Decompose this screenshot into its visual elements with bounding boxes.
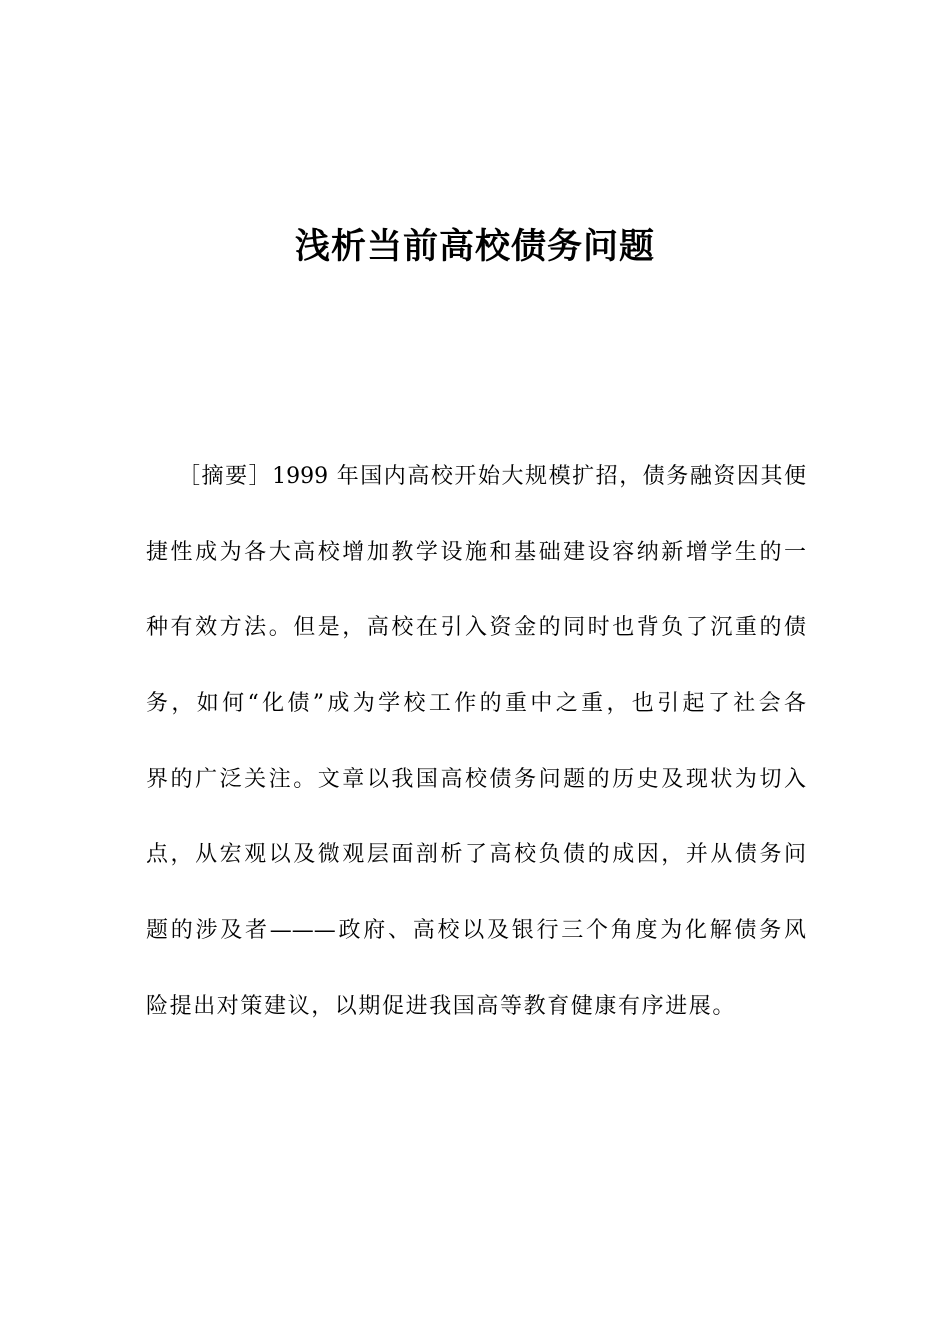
abstract-line-1: ［摘要］1999 年国内高校开始大规模扩招，债务融资因其便 <box>178 464 806 489</box>
abstract-line-7: 题的涉及者———政府、高校以及银行三个角度为化解债务风 <box>146 918 806 944</box>
abstract-line-2: 捷性成为各大高校增加教学设施和基础建设容纳新增学生的一 <box>146 539 806 565</box>
abstract-line-8: 险提出对策建议，以期促进我国高等教育健康有序进展。 <box>146 993 737 1019</box>
abstract-line-4: 务，如何“化债”成为学校工作的重中之重，也引起了社会各 <box>146 691 806 717</box>
abstract-paragraph <box>146 450 806 1056</box>
document-title: 浅析当前高校债务问题 <box>294 227 655 267</box>
abstract-line-5: 界的广泛关注。文章以我国高校债务问题的历史及现状为切入 <box>146 766 806 792</box>
abstract-line-6: 点，从宏观以及微观层面剖析了高校负债的成因，并从债务问 <box>146 842 806 868</box>
abstract-line-3: 种有效方法。但是，高校在引入资金的同时也背负了沉重的债 <box>146 615 806 641</box>
